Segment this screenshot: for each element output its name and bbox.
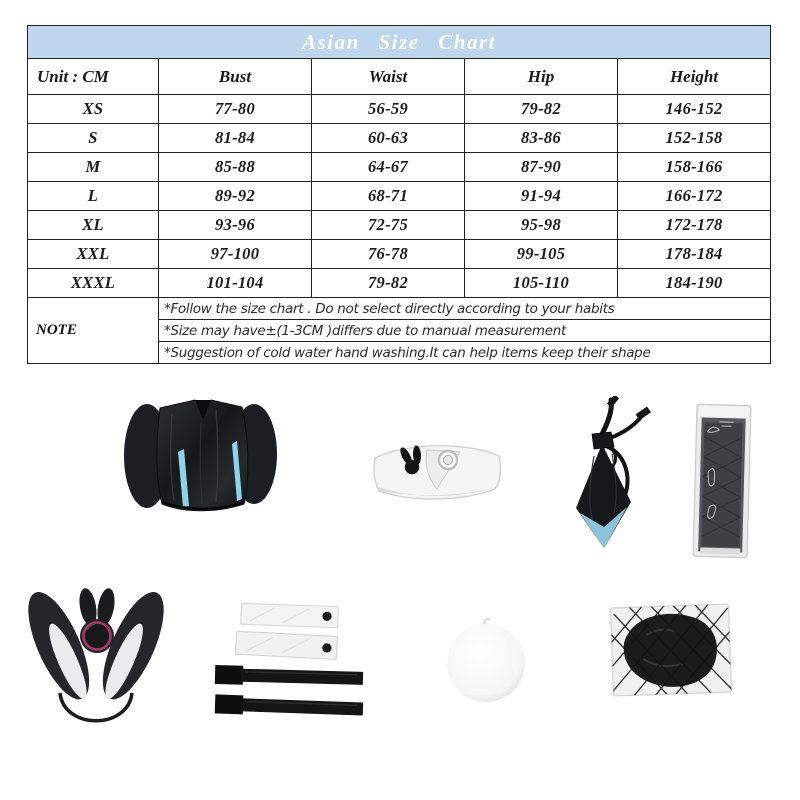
table-row xyxy=(28,269,771,298)
hip-value: 95-98 xyxy=(465,211,618,240)
waist-value: 68-71 xyxy=(312,182,465,211)
size-label: L xyxy=(28,182,159,211)
column-header-hip: Hip xyxy=(465,59,618,95)
column-header-height: Height xyxy=(618,59,771,95)
waist-value: 56-59 xyxy=(312,95,465,124)
hip-value: 99-105 xyxy=(465,240,618,269)
hip-value: 91-94 xyxy=(465,182,618,211)
table-row xyxy=(28,153,771,182)
cuffs-and-straps-photo xyxy=(205,597,375,735)
column-header-bust: Bust xyxy=(159,59,312,95)
unit-label: Unit : CM xyxy=(28,59,159,95)
table-row xyxy=(28,124,771,153)
height-value: 152-158 xyxy=(618,124,771,153)
bust-value: 77-80 xyxy=(159,95,312,124)
size-label: XXXL xyxy=(28,269,159,298)
necktie-photo xyxy=(548,396,662,559)
hip-value: 79-82 xyxy=(465,95,618,124)
bunny-ears-headband-photo xyxy=(14,583,178,737)
white-collar-photo xyxy=(366,431,508,505)
column-header-waist: Waist xyxy=(312,59,465,95)
bust-value: 97-100 xyxy=(159,240,312,269)
height-value: 146-152 xyxy=(618,95,771,124)
tail-pom-photo xyxy=(443,614,529,704)
size-label: S xyxy=(28,124,159,153)
hairnet-photo xyxy=(607,600,737,702)
note-row xyxy=(28,298,771,320)
waist-value: 79-82 xyxy=(312,269,465,298)
size-label: XXL xyxy=(28,240,159,269)
table-row xyxy=(28,211,771,240)
bust-value: 85-88 xyxy=(159,153,312,182)
hip-value: 83-86 xyxy=(465,124,618,153)
size-label: XL xyxy=(28,211,159,240)
hip-value: 105-110 xyxy=(465,269,618,298)
bust-value: 81-84 xyxy=(159,124,312,153)
size-chart-table xyxy=(27,25,771,364)
bust-value: 101-104 xyxy=(159,269,312,298)
stockings-package-photo xyxy=(688,402,756,562)
height-value: 166-172 xyxy=(618,182,771,211)
note-label: NOTE xyxy=(28,298,159,364)
note-line: *Size may have±(1-3CM )differs due to manual measurement xyxy=(159,320,771,342)
height-value: 158-166 xyxy=(618,153,771,182)
note-line: *Suggestion of cold water hand washing.It can help items keep their shape xyxy=(159,342,771,364)
hip-value: 87-90 xyxy=(465,153,618,182)
title-row xyxy=(28,26,771,59)
height-value: 178-184 xyxy=(618,240,771,269)
height-value: 184-190 xyxy=(618,269,771,298)
table-row xyxy=(28,95,771,124)
chart-title: Asian Size Chart xyxy=(28,26,771,59)
bust-value: 93-96 xyxy=(159,211,312,240)
size-chart-sheet xyxy=(27,25,770,364)
waist-value: 76-78 xyxy=(312,240,465,269)
header-row xyxy=(28,59,771,95)
waist-value: 64-67 xyxy=(312,153,465,182)
waist-value: 72-75 xyxy=(312,211,465,240)
waist-value: 60-63 xyxy=(312,124,465,153)
note-line: *Follow the size chart . Do not select directly according to your habits xyxy=(159,298,771,320)
table-row xyxy=(28,240,771,269)
size-label: XS xyxy=(28,95,159,124)
bust-value: 89-92 xyxy=(159,182,312,211)
height-value: 172-178 xyxy=(618,211,771,240)
size-label: M xyxy=(28,153,159,182)
table-row xyxy=(28,182,771,211)
black-jacket-photo xyxy=(116,396,286,520)
